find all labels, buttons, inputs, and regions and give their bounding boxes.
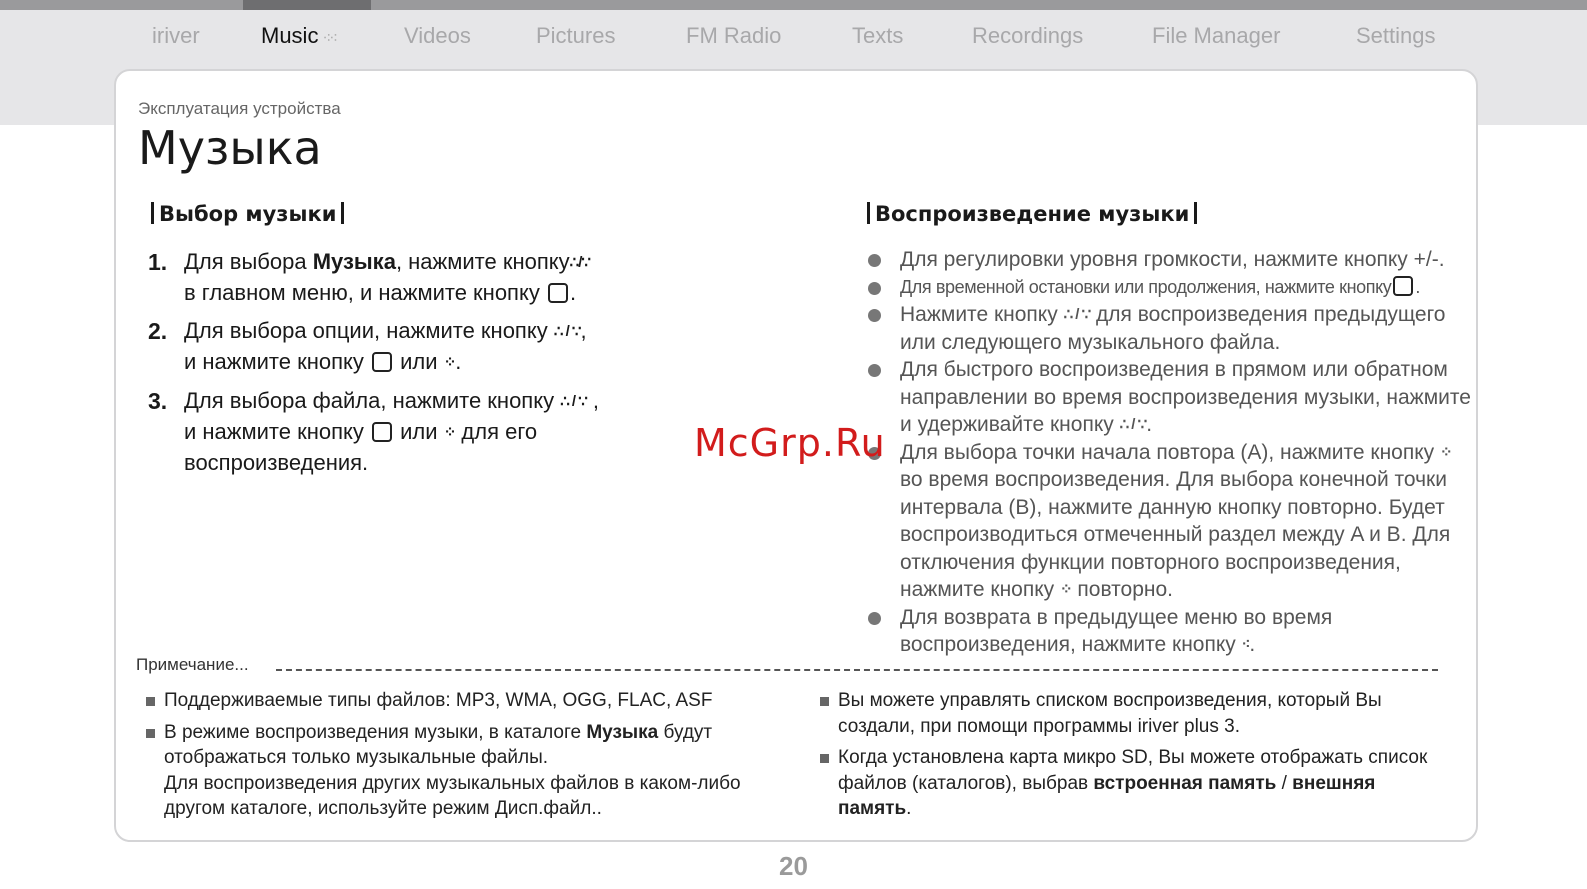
prev-next-icon: ∴ / ∵ xyxy=(560,393,587,410)
note-text: / xyxy=(1276,772,1293,794)
note-item xyxy=(810,688,1450,739)
bullet-dot xyxy=(868,254,881,267)
prev-next-icon: ∴ / ∵ xyxy=(553,323,581,340)
right-heading-text: Воспроизведение музыки xyxy=(875,202,1190,226)
tab-fm-radio[interactable]: FM Radio xyxy=(686,23,782,48)
note-item xyxy=(136,688,776,714)
step-number: 3. xyxy=(148,388,168,414)
dotted-right-icon: ⁘ xyxy=(443,424,456,441)
heading-bar xyxy=(1194,202,1197,224)
note-text: В режиме воспроизведения музыки, в каталоге xyxy=(164,721,587,743)
chevron-right-icon: ⁖⁖ xyxy=(322,30,337,47)
nav-tabs xyxy=(0,18,1587,54)
tab-iriver[interactable]: iriver xyxy=(152,23,200,48)
step-text: воспроизведения. xyxy=(184,450,369,475)
tab-recordings[interactable]: Recordings xyxy=(972,23,1084,48)
bullet-text: Для регулировки уровня громкости, нажмите кнопку +/-. xyxy=(900,248,1445,271)
bullet-item xyxy=(866,439,1476,604)
section-label: Эксплуатация устройства xyxy=(138,99,341,118)
bullet-dot xyxy=(868,364,881,377)
bullet-text: Для возврата в предыдущее меню во время воспроизведения, нажмите кнопку xyxy=(900,605,1333,656)
bullet-dot xyxy=(868,612,881,625)
bullet-dot xyxy=(868,282,881,295)
note-bullet xyxy=(146,729,155,738)
dotted-right-icon: ⁘ xyxy=(1060,581,1072,598)
note-text: Для воспроизведения других музыкальных файлов в каком-либо другом каталоге, используйте режим Дисп.файл.. xyxy=(164,772,741,819)
prev-next-icon: ∴/∵ xyxy=(569,254,590,271)
bullet-text: повторно. xyxy=(1077,578,1174,601)
step-text: , нажмите кнопку xyxy=(395,249,570,274)
tab-settings[interactable]: Settings xyxy=(1356,23,1436,48)
note-text: будут отображаться только музыкальные файлы. xyxy=(164,721,713,768)
step-text: Для выбора опции, нажмите кнопку xyxy=(184,318,548,343)
heading-bar xyxy=(341,202,344,224)
note-text: . xyxy=(906,798,912,819)
bullet-item: Для быстрого воспроизведения в прямом или обратном направлении во время воспроизведения музыки, нажмите и удерживайте кнопку ∴ / ∵. xyxy=(866,356,1476,439)
select-button-icon xyxy=(372,352,392,372)
bullet-text: во время воспроизведения. Для выбора конечной точки интервала (B), нажмите данную кнопку повторно. Будет воспроизводиться отмеченный раздел между A и B. Для отключения функции повторного воспроизведения, нажмите кнопку xyxy=(900,468,1451,601)
step-text: или xyxy=(400,419,438,444)
step-text: и нажмите кнопку xyxy=(184,349,364,374)
dotted-right-icon: ⁘ xyxy=(1439,443,1452,461)
heading-bar xyxy=(151,202,154,224)
active-tab-indicator xyxy=(243,0,371,10)
note-bold: Музыка xyxy=(586,721,659,743)
tab-texts[interactable]: Texts xyxy=(852,23,904,48)
note-right-column xyxy=(810,688,1450,828)
note-text: Поддерживаемые типы файлов: MP3, WMA, OGG, FLAC, ASF xyxy=(164,690,713,711)
prev-next-icon: ∴ / ∵ xyxy=(1119,416,1147,433)
bullet-item xyxy=(866,246,1476,274)
step-3: 3. Для выбора файла, нажмите кнопку ∴ / ∵ , и нажмите кнопку или ⁘ для его воспроизведения. xyxy=(148,388,600,475)
tab-music[interactable] xyxy=(261,18,336,57)
watermark: McGrp.Ru xyxy=(694,421,886,465)
right-heading xyxy=(862,202,1202,226)
step-text: в главном меню, и нажмите кнопку xyxy=(184,280,540,305)
left-heading xyxy=(146,202,349,226)
content-card xyxy=(114,69,1478,842)
step-number: 1. xyxy=(148,249,168,275)
tab-file-manager[interactable]: File Manager xyxy=(1152,23,1281,48)
step-text: и нажмите кнопку xyxy=(184,419,364,444)
step-2: 2. Для выбора опции, нажмите кнопку ∴ / ∵, и нажмите кнопку или ⁘. xyxy=(148,316,708,378)
bullet-text: Для временной остановки или продолжения, нажмите кнопку xyxy=(900,276,1392,297)
prev-next-icon: ∴ / ∵ xyxy=(1063,306,1091,323)
steps-list xyxy=(148,247,708,486)
bullet-text: для воспроизведения предыдущего или следующего музыкального файла. xyxy=(900,303,1446,354)
note-text: Вы можете управлять списком воспроизведения, который Вы создали, при помощи программы iriver plus 3. xyxy=(838,690,1382,737)
note-bold: внешняя память xyxy=(838,772,1376,819)
heading-bar xyxy=(867,202,870,224)
bullet-item xyxy=(866,301,1476,356)
step-text: Для выбора xyxy=(184,249,313,274)
left-heading-text: Выбор музыки xyxy=(159,202,337,226)
bullet-text: Для выбора точки начала повтора (A), нажмите кнопку xyxy=(900,440,1435,464)
note-text: Когда установлена карта микро SD, Вы можете отображать список файлов (каталогов), выбрав xyxy=(838,747,1428,794)
select-button-icon xyxy=(372,422,392,442)
note-item xyxy=(810,745,1450,822)
bullet-text: Нажмите кнопку xyxy=(900,303,1058,326)
note-bold: встроенная память xyxy=(1093,772,1277,794)
bullet-item: Для возврата в предыдущее меню во время воспроизведения, нажмите кнопку ⁖. xyxy=(866,604,1476,659)
note-bullet xyxy=(820,697,829,706)
bullet-item: Для временной остановки или продолжения, нажмите кнопку . xyxy=(866,274,1476,302)
select-button-icon xyxy=(548,283,568,303)
tab-videos[interactable]: Videos xyxy=(404,23,471,48)
bullet-dot xyxy=(868,309,881,322)
note-item xyxy=(136,720,776,822)
step-text: Для выбора файла, нажмите кнопку xyxy=(184,388,555,413)
step-1 xyxy=(148,247,708,308)
page-title: Музыка xyxy=(138,121,322,175)
page-number: 20 xyxy=(779,851,808,881)
note-left-column xyxy=(136,688,776,828)
step-number: 2. xyxy=(148,318,168,344)
note-bullet xyxy=(146,697,155,706)
top-indicator-line xyxy=(0,0,1587,10)
step-bold: Музыка xyxy=(312,249,396,274)
step-text: или xyxy=(400,349,438,374)
select-button-icon xyxy=(1393,276,1413,296)
note-label: Примечание... xyxy=(136,655,249,674)
bullet-text: Для быстрого воспроизведения в прямом или обратном направлении во время воспроизведения музыки, нажмите и удерживайте кнопку xyxy=(900,358,1471,436)
tab-music-label: Music xyxy=(261,23,319,48)
note-divider xyxy=(276,669,1438,671)
playback-bullets xyxy=(866,246,1476,659)
step-text: . xyxy=(569,280,577,305)
tab-pictures[interactable]: Pictures xyxy=(536,23,616,48)
dotted-left-icon: ⁖ xyxy=(1241,636,1250,653)
step-text: . xyxy=(455,349,462,374)
note-bullet xyxy=(820,754,829,763)
dotted-right-icon: ⁘ xyxy=(443,354,456,371)
step-text: для его xyxy=(461,419,538,444)
